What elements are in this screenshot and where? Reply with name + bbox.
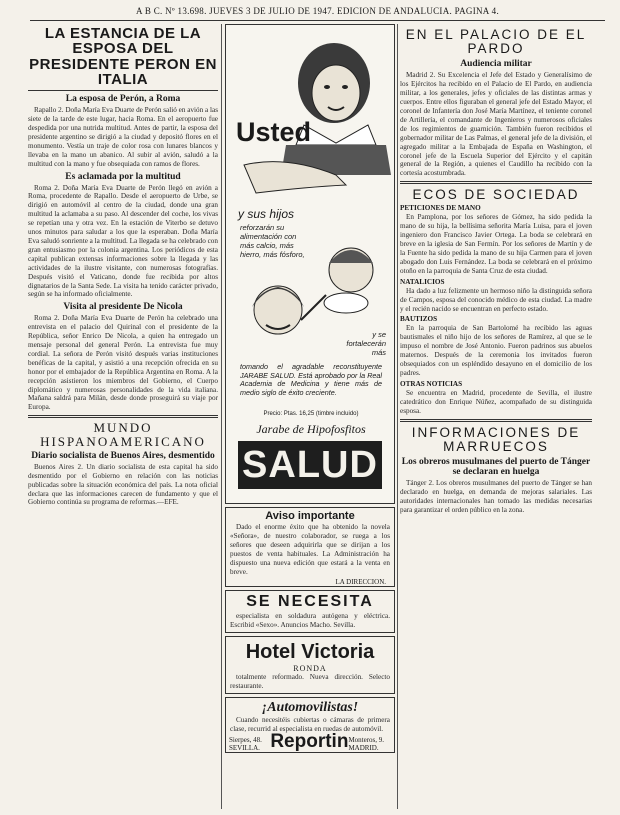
- reportin-brand: Reportin: [270, 730, 349, 752]
- divider: [28, 415, 218, 418]
- subheading: Los obreros musulmanes del puerto de Tánger se declaran en huelga: [401, 456, 591, 477]
- marruecos-headline: INFORMACIONES DE MARRUECOS: [411, 424, 581, 454]
- hotel-city: RONDA: [293, 664, 327, 674]
- article-paragraph: En Pamplona, por los señores de Gómez, ha sido pedida la mano de su hija, la bellísima señorita María Luisa, para el joven ingeniero don Francisco Javier Ortega. La boda se celebrará en breve en la iglesia de San Fermín. Por los señores de Martín y de la Fuente ha sido pedida la mano de su hija Carmen para el joven abogado don Luis Fernández. La boda se celebrará en el próximo otoño en la parroquia de Santa Cruz de esta ciudad.: [400, 213, 592, 275]
- ad-usted-text: Usted: [236, 117, 312, 147]
- column-rule: [221, 24, 222, 809]
- necesita-box: [225, 590, 395, 633]
- bowl: [324, 293, 368, 313]
- auto-box: [225, 697, 395, 753]
- hispano-headline: MUNDO HISPANOAMERICANO: [40, 420, 206, 449]
- hotel-name: Hotel Victoria: [245, 641, 375, 664]
- girl-face: [254, 286, 302, 334]
- divider: [400, 181, 592, 184]
- left-column: [28, 24, 218, 812]
- article-paragraph: En la parroquia de San Bartolomé ha recibido las aguas bautismales el niño hijo de los señores de Ramírez, al que se le impuso el nombre de José Antonio. Fueron padrinos sus abuelos maternos. Después de la ceremonia los invitados fueron obsequiados con un espléndido desayuno en el domicilio de los padres.: [400, 324, 592, 377]
- divider: [400, 419, 592, 422]
- article-paragraph: Rapallo 2. Doña María Eva Duarte de Perón salió en avión a las siete de la tarde de este lugar, hacia Roma. En el aeropuerto fue despedida por una nutrida multitud. Antes de partir, la esposa del presidente argentino se dirigió a la ciudad y depositó flores en el monumento. Vestía un traje de color rosa con lunares blancos y llevaba en la mano un abanico. Al subir al avión, saludó a la multitud con la mano y fue obsequiada con ramos de flores.: [28, 106, 218, 168]
- article-paragraph: Buenos Aires 2. Un diario socialista de esta capital ha sido desmentido por el Gobierno en relación con las noticias publicadas sobre la situación económica del país. La nota oficial declara que las informaciones carecen de fundamento y que el Gobierno continúa su programa de reformas.—EFE.: [28, 462, 218, 507]
- ad-illustration: [226, 25, 395, 360]
- boy-hair: [329, 250, 373, 263]
- aviso-title: Aviso importante: [265, 510, 355, 522]
- column-rule: [397, 24, 398, 809]
- addr-right: Monteros, 9. MADRID.: [348, 735, 385, 752]
- auto-title: ¡Automovilistas!: [261, 700, 359, 716]
- peron-headline: LA ESTANCIA DE LA ESPOSA DEL PRESIDENTE PERON EN ITALIA: [29, 25, 217, 88]
- article-paragraph: Roma 2. Doña María Eva Duarte de Perón llegó en avión a Roma, procedente de Rapallo. Desde el aeropuerto de Urbe, se dirigió en automóvil al centro de la ciudad, donde una gran multitud la aclamaba a su paso. Al descender del coche, los vivas se repetían una y otra vez. En la estación de Viterbo se detuvo unos minutos para saludar a los que la esperaban. Doña María Eva saludó sonriente a la multitud. La llegada se ha celebrado con gran entusiasmo por la colonia argentina. Los periódicos de esta capital publican extensas informaciones sobre la llegada y las actividades de la ilustre visitante, con numerosas fotografías. Después visitó el Vaticano, donde fue recibida por altos dignatarios de la Santa Sede. La visita ha tenido carácter privado, según se ha informado oficialmente.: [28, 183, 218, 299]
- section-label: NATALICIOS: [400, 277, 445, 286]
- middle-column: [225, 24, 395, 812]
- article-paragraph: Roma 2. Doña María Eva Duarte de Perón ha celebrado una entrevista en el palacio del Quirinal con el presidente de la República, señor Enrico De Nicola, a quien ha entregado un mensaje personal del general Perón. La entrevista fue muy cordial. La señora de Perón visitó después varias instituciones benéficas de la capital, y asistió a una recepción ofrecida en su honor por el embajador de la República Argentina en Roma. A la recepción asistieron los miembros del Gobierno, el Cuerpo diplomático y numerosas personalidades de la vida italiana. Mañana saldrá para Milán, desde donde proseguirá su viaje por Europa.: [28, 314, 218, 412]
- subheading: Diario socialista de Buenos Aires, desmentido: [31, 450, 215, 461]
- right-column: [400, 24, 592, 812]
- ad-fortaleceran-text: y se fortalecerán más: [346, 330, 386, 357]
- section-label: OTRAS NOTICIAS: [400, 379, 463, 388]
- hotel-box: [225, 636, 395, 694]
- ad-tomando-text: tomando el agradable reconstituyente JARABE SALUD. Está aprobado por la Real Academia de Medicina y tiene más de medio siglo de éxito creciente.: [240, 362, 382, 398]
- ad-price: Precio: Ptas. 16,25 (timbre incluido): [263, 411, 359, 417]
- ad-jarabe-script: Jarabe de Hipofosfitos: [256, 422, 366, 436]
- aviso-signature: LA DIRECCION.: [335, 578, 386, 587]
- section-label: PETICIONES DE MANO: [400, 204, 481, 213]
- aviso-box: [225, 507, 395, 587]
- auto-text: Cuando necesitéis cubiertas o cámaras de primera clase, recurrid al especialista en ruedas de automóvil.: [230, 716, 390, 733]
- pardo-headline: EN EL PALACIO DE EL PARDO: [405, 27, 587, 57]
- article-paragraph: Ha dado a luz felizmente un hermoso niño la distinguida señora de Campos, esposa del conocido médico de esta ciudad. La madre y el recién nacido se encuentran en perfecto estado.: [400, 286, 592, 313]
- subheading: Visita al presidente De Nicola: [63, 302, 183, 313]
- auto-addresses: [226, 730, 394, 752]
- spoon: [301, 295, 326, 320]
- ad-hijos-text: y sus hijos: [238, 207, 295, 221]
- article-paragraph: Tánger 2. Los obreros musulmanes del puerto de Tánger se han declarado en huelga, en demanda de mejoras salariales. Las autoridades internacionales han tomado las medidas necesarias para garantizar el orden público en la zona.: [400, 478, 592, 514]
- hotel-text: totalmente reformado. Nueva dirección. Selecto restaurante.: [230, 673, 390, 691]
- section-label: BAUTIZOS: [400, 315, 438, 324]
- woman-eye: [342, 85, 348, 89]
- jarabe-salud-ad: [225, 24, 395, 504]
- necesita-title: SE NECESITA: [246, 593, 374, 611]
- addr-left: Sierpes, 48. SEVILLA.: [229, 735, 262, 752]
- necesita-text: especialista en soldadura autógena y eléctrica. Escribid «Sexo». Anuncios Macho. Sevilla.: [230, 612, 390, 630]
- sociedad-headline: ECOS DE SOCIEDAD: [412, 187, 580, 203]
- woman-face: [312, 65, 360, 121]
- subheading: Es aclamada por la multitud: [65, 171, 181, 182]
- article-paragraph: Madrid 2. Su Excelencia el Jefe del Estado y Generalísimo de los Ejércitos ha recibido en el Palacio de El Pardo, en audiencia militar, a los generales, jefes y oficiales de las distintas armas y cuerpos. Entre ellos figuraban el general jefe del Estado Mayor, el coronel de Infantería don José María Martínez, el teniente coronel de Artillería, el comandante de Ingenieros y numerosos oficiales de los regimientos de guarnición. También fueron recibidos el gobernador militar de Las Palmas, el general jefe de la división, el agregado militar a la Embajada de España en Washington, el coronel jefe de la Escuela Superior del Ejército y el capitán general de la Región, a quienes el Caudillo ha recibido con la cortesía acostumbrada.: [400, 71, 592, 178]
- article-paragraph: Se encuentra en Madrid, procedente de Sevilla, el ilustre catedrático don Enrique Núñez, acompañado de su distinguida esposa.: [400, 388, 592, 415]
- aviso-text: Dado el enorme éxito que ha obtenido la novela «Señora», de nuestro colaborador, se ruega a los señores que deseen adquirirla que se dirijan a los puestos de venta habituales. La Administración ha dispuesto una nueva edición que estará a la venta en breve.: [230, 523, 390, 576]
- divider: [28, 90, 218, 91]
- page-header: A B C. Nº 13.698. JUEVES 3 DE JULIO DE 1947. EDICION DE ANDALUCIA. PAGINA 4.: [30, 6, 605, 21]
- ad-reforzaran-text: reforzarán su alimentación con más calcio, más hierro, más fósforo,: [240, 223, 305, 259]
- ad-salud-logo: SALUD: [238, 441, 382, 489]
- woman-eye: [324, 85, 330, 89]
- subheading: Audiencia militar: [460, 59, 532, 70]
- subheading: La esposa de Perón, a Roma: [65, 94, 181, 105]
